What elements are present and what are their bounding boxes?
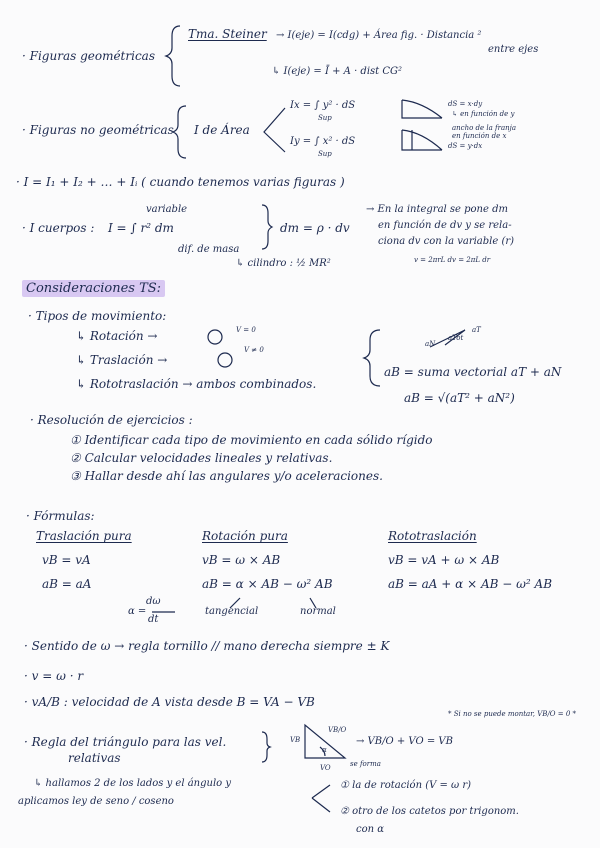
sec3-variable: variable [146,204,188,215]
resolucion-step-2: ② Calcular velocidades lineales y relativas. [70,451,333,465]
col3-title: Rototraslación [388,529,477,543]
tri-item2b: con α [356,824,384,835]
rotation-circle-icon [208,330,222,344]
tri-item1: ① la de rotación (V = ω r) [340,780,472,791]
section-heading: Consideraciones TS: [22,282,165,297]
sec2-label: · Figuras no geométricas [22,123,174,137]
brace-sec3 [262,205,272,249]
sec3-formula: I = ∫ r² dm [108,221,174,235]
triangulo-label2: relativas [68,751,121,765]
translation-circle-icon [218,353,232,367]
iy-sup: Sup [318,150,332,158]
tri-vo: VO [320,764,331,772]
brace-sec1 [166,26,180,86]
sec3-dm: dm = ρ · dv [280,221,350,235]
sec2-note2: ↳ en función de y [452,110,515,118]
sec3-note1: → En la integral se pone dm [366,204,508,215]
steiner-formula-2: ↳ I(eje) = Ī + A · dist CG² [272,66,403,77]
tri-vb: VB [290,736,301,744]
sec2-main: I de Área [194,123,250,137]
col1-line2: aB = aA [42,577,92,591]
hallamos-arrow [312,785,330,812]
col3-line2: aB = aA + α × AB − ω² AB [388,577,553,591]
tri-item2: ② otro de los catetos por trigonom. [340,806,519,817]
brace-sec2 [173,106,186,158]
tri-vbo: VB/O [328,726,347,734]
tri-nota: * Si no se puede montar, VB/O = 0 * [448,710,577,718]
col2-title: Rotación pura [202,529,288,543]
sec1-label: · Figuras geométricas [22,49,155,63]
iy-formula: Iy = ∫ x² · dS [290,136,356,147]
ix-formula: Ix = ∫ y² · dS [290,100,356,111]
accel-atot: aTot [448,334,464,342]
sec2-note4: en función de x [452,132,507,140]
tri-se-forma: se forma [350,760,381,768]
brace-triangle [262,732,270,762]
formulas-title: · Fórmulas: [26,509,95,523]
aB-mod: aB = √(aT² + aN²) [404,391,515,405]
hallamos-1: ↳ hallamos 2 de los lados y el ángulo y [34,778,232,789]
sec3-label: · I cuerpos : [22,221,95,235]
tri-eq: → VB/O + VO = VB [356,736,453,747]
sec2-note5: dS = y·dx [448,142,483,150]
accel-aT: aT [472,326,481,334]
area-sketch-2 [402,130,442,150]
resolucion-title: · Resolución de ejercicios : [30,413,193,427]
steiner-formula: → I(eje) = I(cdg) + Área fig. · Distancia ² [276,30,482,41]
sec3-note2: en función de dv y se rela- [378,220,512,231]
v-omega-line: · v = ω · r [24,669,84,683]
label-normal: normal [300,606,336,617]
sec3-note3: ciona dv con la variable (r) [378,236,515,247]
mov-rotacion: ↳ Rotación → [76,329,158,343]
area-sketch-1 [402,100,442,118]
resolucion-step-3: ③ Hallar desde ahí las angulares y/o aceleraciones. [70,469,383,483]
mov-v0: V = 0 [236,326,256,334]
col2-line2: aB = α × AB − ω² AB [202,577,333,591]
sec2-note1: dS = x·dy [448,100,483,108]
alpha-prefix: α = [128,606,147,617]
ix-sup: Sup [318,114,332,122]
col1-title: Traslación pura [36,529,132,543]
label-tangencial: tangencial [205,606,259,617]
col1-line1: vB = vA [42,553,91,567]
sentido-line: · Sentido de ω → regla tornillo // mano derecha siempre ± K [24,639,390,653]
hallamos-2: aplicamos ley de seno / coseno [18,796,174,807]
vab-line: · vA/B : velocidad de A vista desde B = VA − VB [24,695,315,709]
alpha-num: dω [146,596,161,607]
steiner-theorem: Tma. Steiner [188,27,267,41]
angle-bracket-sec2 [264,108,285,152]
sec3-dif-masa: dif. de masa [178,244,240,255]
aB-sum: aB = suma vectorial aT + aN [384,365,562,379]
movimiento-title: · Tipos de movimiento: [28,309,167,323]
alpha-den: dt [148,614,159,625]
accel-aN: aN [425,340,436,348]
resolucion-step-1: ① Identificar cada tipo de movimiento en cada sólido rígido [70,433,433,447]
col3-line1: vB = vA + ω × AB [388,553,500,567]
sec3-cilindro: ↳ cilindro : ½ MR² [236,258,331,269]
tri-alpha: α [322,746,327,754]
distancia-extra: entre ejes [488,44,539,55]
sec3-note-small: v = 2πrL dv = 2πL dr [414,256,491,264]
sum-line: · I = I₁ + I₂ + … + Iᵢ ( cuando tenemos varias figuras ) [16,175,345,189]
col2-line1: vB = ω × AB [202,553,281,567]
triangulo-label1: · Regla del triángulo para las vel. [24,735,227,749]
mov-vne0: V ≠ 0 [244,346,264,354]
mov-rototraslacion: ↳ Rototraslación → ambos combinados. [76,377,317,391]
mov-traslacion: ↳ Traslación → [76,353,168,367]
brace-accel [364,330,380,386]
sec2-note3: ancho de la franja [452,124,516,132]
